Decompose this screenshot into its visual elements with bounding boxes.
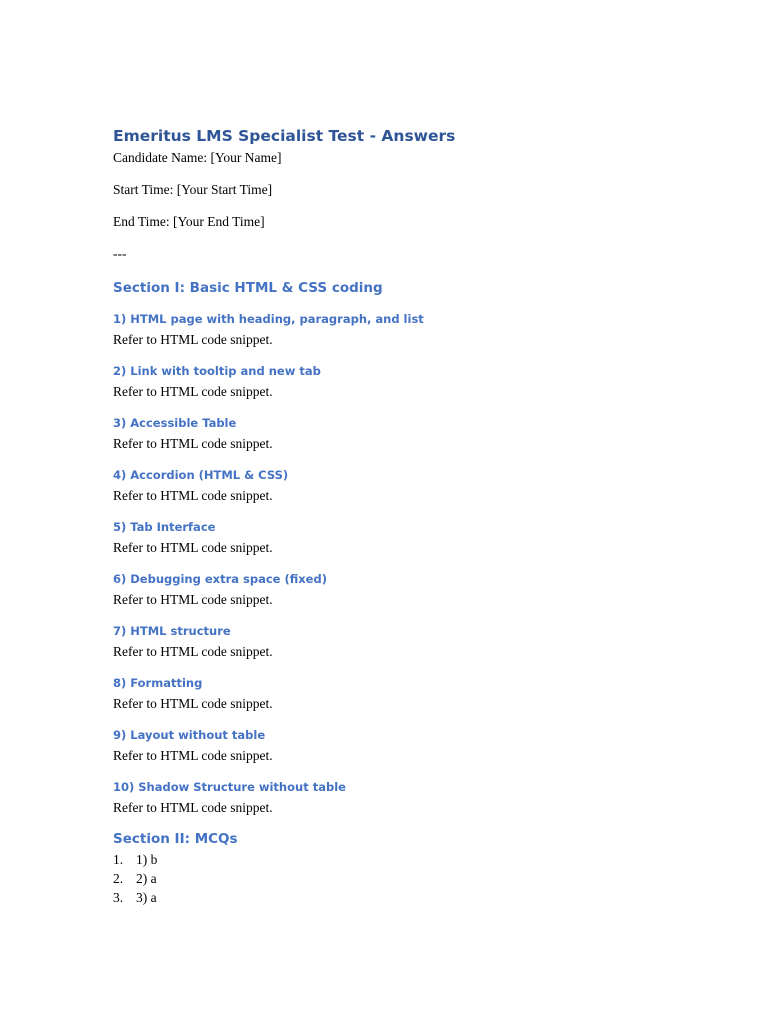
question-answer: Refer to HTML code snippet. (113, 800, 273, 815)
start-time-line: Start Time: [Your Start Time] (113, 182, 273, 197)
mcq-answer-list (113, 850, 733, 907)
question-heading: 10) Shadow Structure without table (113, 780, 346, 794)
document-title: Emeritus LMS Specialist Test - Answers (113, 127, 456, 145)
question-answer: Refer to HTML code snippet. (113, 384, 273, 399)
question-answer: Refer to HTML code snippet. (113, 592, 273, 607)
list-item-number: 1. (113, 852, 124, 867)
question-heading: 1) HTML page with heading, paragraph, and list (113, 312, 424, 326)
question-block (113, 622, 733, 662)
question-block (113, 466, 733, 506)
section-1-heading: Section I: Basic HTML & CSS coding (113, 280, 383, 296)
question-block (113, 570, 733, 610)
question-block (113, 310, 733, 350)
candidate-name-line: Candidate Name: [Your Name] (113, 150, 282, 165)
list-item-text: 1) b (136, 852, 158, 867)
separator-line: --- (113, 246, 127, 261)
question-answer: Refer to HTML code snippet. (113, 696, 273, 711)
question-block (113, 674, 733, 714)
question-answer: Refer to HTML code snippet. (113, 488, 273, 503)
question-heading: 5) Tab Interface (113, 520, 216, 534)
question-block (113, 726, 733, 766)
question-block (113, 778, 733, 818)
question-heading: 2) Link with tooltip and new tab (113, 364, 321, 378)
document-page (113, 124, 733, 907)
question-heading: 3) Accessible Table (113, 416, 237, 430)
question-block (113, 518, 733, 558)
list-item-text: 3) a (136, 890, 157, 905)
question-answer: Refer to HTML code snippet. (113, 540, 273, 555)
list-item-number: 3. (113, 890, 124, 905)
list-item-number: 2. (113, 871, 124, 886)
question-heading: 8) Formatting (113, 676, 203, 690)
list-item (113, 850, 733, 869)
question-answer: Refer to HTML code snippet. (113, 332, 273, 347)
question-heading: 6) Debugging extra space (fixed) (113, 572, 327, 586)
list-item (113, 888, 733, 907)
question-heading: 9) Layout without table (113, 728, 266, 742)
end-time-line: End Time: [Your End Time] (113, 214, 265, 229)
question-answer: Refer to HTML code snippet. (113, 748, 273, 763)
section-2-heading: Section II: MCQs (113, 831, 238, 847)
question-block (113, 414, 733, 454)
question-heading: 4) Accordion (HTML & CSS) (113, 468, 289, 482)
list-item (113, 869, 733, 888)
question-answer: Refer to HTML code snippet. (113, 436, 273, 451)
question-answer: Refer to HTML code snippet. (113, 644, 273, 659)
list-item-text: 2) a (136, 871, 157, 886)
question-heading: 7) HTML structure (113, 624, 231, 638)
question-block (113, 362, 733, 402)
